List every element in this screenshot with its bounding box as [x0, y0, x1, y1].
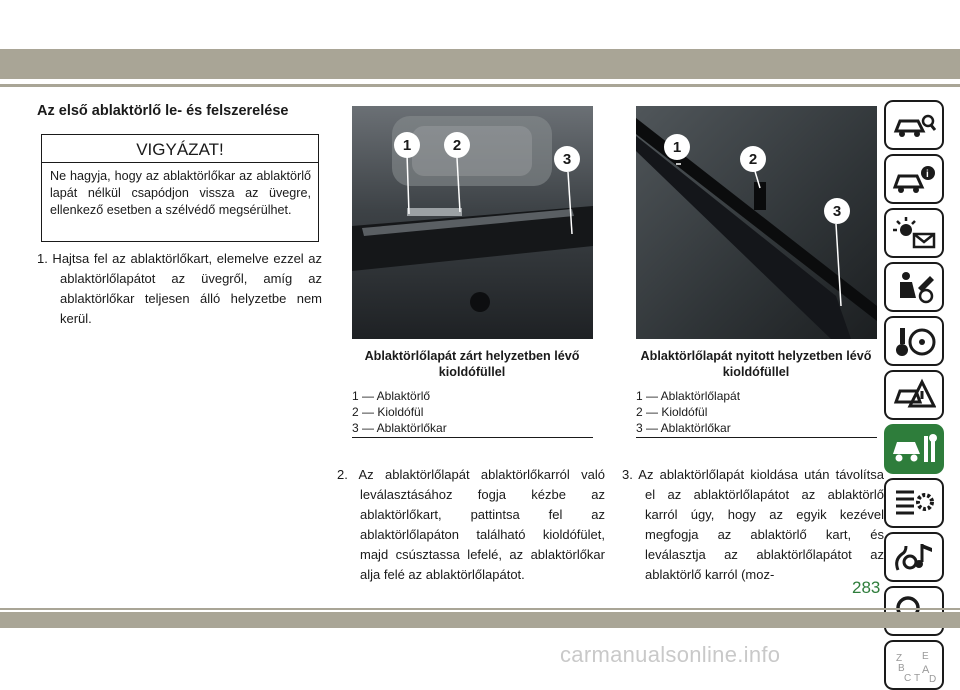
tab-multimedia[interactable] [884, 532, 944, 582]
specifications-icon [892, 486, 936, 520]
svg-text:T: T [914, 673, 921, 683]
warning-lights-icon [892, 216, 936, 250]
tab-warning-lights[interactable] [884, 208, 944, 258]
figure-2-callout-3: 3 [824, 198, 850, 224]
figure-2-legend [636, 388, 740, 436]
figure-1-legend [352, 388, 447, 436]
svg-text:D: D [929, 674, 936, 683]
tab-emergency[interactable] [884, 370, 944, 420]
tab-starting-driving[interactable] [884, 316, 944, 366]
car-search-icon [892, 109, 936, 141]
bottom-band [0, 612, 960, 628]
tab-car-info[interactable] [884, 154, 944, 204]
page-number: 283 [852, 578, 881, 597]
legend-item: 3 — Ablaktörlőkar [636, 421, 731, 435]
tab-search-index[interactable] [884, 586, 944, 636]
warning-heading: VIGYÁZAT! [42, 135, 318, 163]
legend-item: 1 — Ablaktörlő [352, 389, 431, 403]
svg-text:C: C [904, 673, 912, 683]
svg-text:i: i [926, 169, 929, 180]
tab-car-service[interactable] [884, 424, 944, 474]
car-service-icon [891, 432, 937, 466]
airbag-seat-icon [892, 270, 936, 304]
figure-1-callout-1: 1 [394, 132, 420, 158]
tab-airbag-seat[interactable] [884, 262, 944, 312]
car-info-icon [892, 163, 936, 195]
figure-2-callout-2: 2 [740, 146, 766, 172]
tab-car-search[interactable] [884, 100, 944, 150]
tab-specifications[interactable] [884, 478, 944, 528]
legend-item: 2 — Kioldófül [352, 405, 424, 419]
figure-2-caption: Ablaktörlőlapát nyitott helyzetben lévő kioldófüllel [640, 349, 872, 379]
step-2: 2. Az ablaktörlőlapát ablaktörlőkarról való leválasztásához fogja kézbe az ablaktörlőkart, pattintsa fel az ablaktörlőlapáton található kioldófület, majd csúsztassa lefelé, az ablaktörlőkar alja felé az ablaktörlőlapátot. [337, 467, 605, 582]
wiper-closed-photo [352, 106, 593, 339]
watermark-text: carmanualsonline.info [560, 642, 781, 667]
step-1: 1. Hajtsa fel az ablaktörlőkart, elemelve ezzel az ablaktörlőlapátot az üvegről, amíg az ablaktörlőkar teljesen álló helyzetbe nem kerül. [37, 251, 322, 326]
bottom-divider [0, 608, 960, 610]
figure-2-rule [636, 437, 877, 438]
top-band [0, 49, 960, 79]
section-title: Az első ablaktörlő le- és felszerelése [37, 103, 289, 119]
figure-2-photo [636, 106, 877, 339]
svg-text:B: B [898, 663, 905, 674]
legend-item: 1 — Ablaktörlőlapát [636, 389, 741, 403]
figure-1-photo [352, 106, 593, 339]
tab-language-index[interactable] [884, 640, 944, 690]
starting-driving-icon [892, 324, 936, 358]
figure-2-callout-1: 1 [664, 134, 690, 160]
multimedia-icon [892, 540, 936, 574]
emergency-icon [892, 378, 936, 412]
svg-text:Z: Z [896, 653, 903, 664]
warning-box [41, 134, 319, 242]
figure-1-callout-2: 2 [444, 132, 470, 158]
warning-text: Ne hagyja, hogy az ablaktörlőkar az ablaktörlő lapát nélkül csapódjon vissza az üvegre, ellenkező esetben a szélvédő megsérülhet. [50, 169, 311, 217]
figure-1-rule [352, 437, 593, 438]
top-divider [0, 84, 960, 87]
figure-1-callout-3: 3 [554, 146, 580, 172]
step-3: 3. Az ablaktörlőlapát kioldása után távolítsa el az ablaktörlőlapátot az ablaktörlő karról úgy, hogy az egyik kezével megfogja az ablaktörlő kart, és leválasztja az ablaktörlőlapátot az ablaktörlő karról (moz- [622, 467, 884, 582]
figure-1-caption: Ablaktörlőlapát zárt helyzetben lévő kioldófüllel [364, 349, 580, 379]
legend-item: 3 — Ablaktörlőkar [352, 421, 447, 435]
svg-text:A: A [922, 664, 930, 676]
legend-item: 2 — Kioldófül [636, 405, 708, 419]
svg-text:E: E [922, 651, 929, 662]
